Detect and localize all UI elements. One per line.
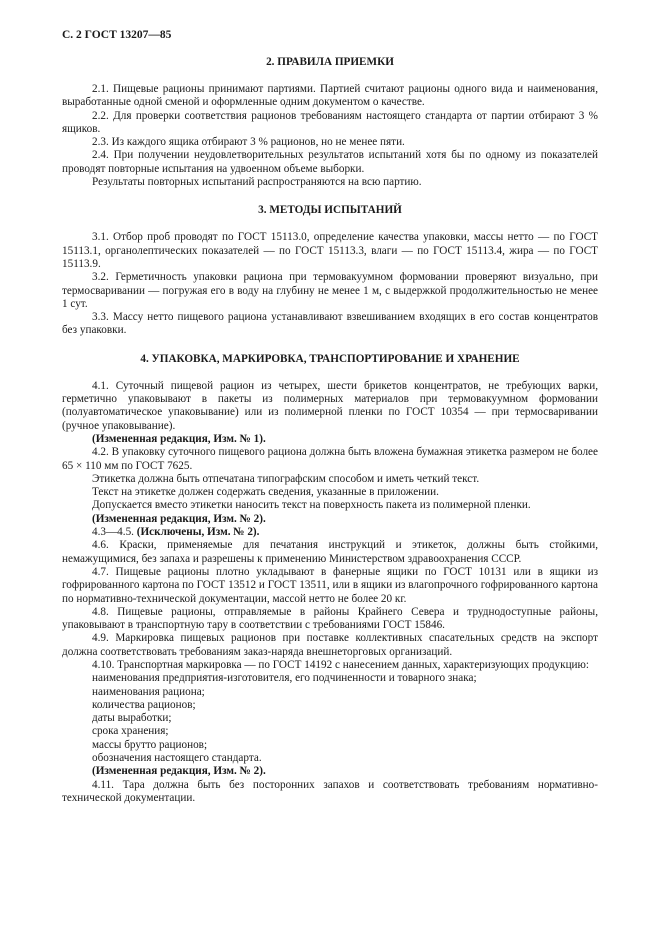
edit-note-1: (Измененная редакция, Изм. № 1). xyxy=(92,432,266,445)
para-3-2: 3.2. Герметичность упаковки рациона при термовакуумном формовании проверяют визуально, при термосваривании — погружая его в воду на глубину не менее 1 м, с выдержкой продолжительностью не менее 1 сут. xyxy=(62,271,598,310)
para-4-2: 4.2. В упаковку суточного пищевого рациона должна быть вложена бумажная этикетка размером не более 65 × 110 мм по ГОСТ 7625. xyxy=(62,446,598,472)
list-item: наименования рациона; xyxy=(92,685,205,698)
page-body xyxy=(62,55,598,805)
section-3-title: 3. МЕТОДЫ ИСПЫТАНИЙ xyxy=(258,204,402,217)
list-item: массы брутто рационов; xyxy=(92,738,208,751)
para-3-3: 3.3. Массу нетто пищевого рациона устанавливают взвешиванием входящих в его состав концентратов без упаковки. xyxy=(62,311,598,337)
list-item: обозначения настоящего стандарта. xyxy=(92,752,262,765)
para-2-2: 2.2. Для проверки соответствия рационов требованиям настоящего стандарта от партии отбирают 3 % ящиков. xyxy=(62,109,598,135)
para-4-1: 4.1. Суточный пищевой рацион из четырех, шести брикетов концентратов, не требующих варки, герметично упаковывают в пакеты из полимерных материалов при термовакуумном формовании (полуавтоматическое упаковывание) или из полимерной пленки по ГОСТ 10354 — при термосваривании (ручное упаковывание). xyxy=(62,379,598,432)
para-4-9: 4.9. Маркировка пищевых рационов при поставке коллективных спасательных средств на экспорт должна соответствовать требованиям заказ-наряда внешнеторговых организаций. xyxy=(62,632,598,658)
para-4-8: 4.8. Пищевые рационы, отправляемые в районы Крайнего Севера и труднодоступные районы, упаковывают в транспортную тару в соответствии с требованиями ГОСТ 15846. xyxy=(62,605,598,632)
para-2-4-results: Результаты повторных испытаний распространяются на всю партию. xyxy=(92,176,422,189)
para-4-11: 4.11. Тара должна быть без посторонних запахов и соответствовать требованиям нормативно-технической документации. xyxy=(62,778,598,804)
list-item: наименования предприятия-изготовителя, его подчиненности и товарного знака; xyxy=(92,672,477,685)
para-4-10: 4.10. Транспортная маркировка — по ГОСТ 14192 с нанесением данных, характеризующих продукцию: xyxy=(92,658,590,671)
section-4-title: 4. УПАКОВКА, МАРКИРОВКА, ТРАНСПОРТИРОВАНИЕ И ХРАНЕНИЕ xyxy=(140,352,520,365)
list-item: срока хранения; xyxy=(92,725,169,738)
para-4-2-text: Текст на этикетке должен содержать сведения, указанные в приложении. xyxy=(92,486,439,499)
para-3-1: 3.1. Отбор проб проводят по ГОСТ 15113.0, определение качества упаковки, массы нетто — по ГОСТ 15113.1, органолептических показателей — по ГОСТ 15113.3, влаги — по ГОСТ 15113.4, жира — по ГОСТ 15113.9. xyxy=(62,231,598,270)
section-2-title: 2. ПРАВИЛА ПРИЕМКИ xyxy=(266,56,394,68)
excluded-note: (Исключены, Изм. № 2). xyxy=(136,526,260,539)
list-item: количества рационов; xyxy=(92,698,196,711)
para-4-2-allowed: Допускается вместо этикетки наносить текст на поверхность пакета из полимерной пленки. xyxy=(92,499,531,512)
para-2-4: 2.4. При получении неудовлетворительных результатов испытаний хотя бы по одному из показателей проводят повторные испытания на удвоенном объеме выборки. xyxy=(62,149,598,175)
edit-note-3: (Измененная редакция, Изм. № 2). xyxy=(92,765,266,778)
para-2-3: 2.3. Из каждого ящика отбирают 3 % рационов, но не менее пяти. xyxy=(92,136,405,149)
edit-note-2: (Измененная редакция, Изм. № 2). xyxy=(92,512,266,525)
page-header: С. 2 ГОСТ 13207—85 xyxy=(62,29,172,41)
para-4-3-4-5 xyxy=(62,526,598,539)
para-4-6: 4.6. Краски, применяемые для печатания инструкций и этикеток, должны быть стойкими, немажущимися, без запаха и разрешены к применению Министерством здравоохранения СССР. xyxy=(62,539,598,565)
para-4-2-print: Этикетка должна быть отпечатана типографским способом и иметь четкий текст. xyxy=(92,472,480,485)
para-2-1: 2.1. Пищевые рационы принимают партиями. Партией считают рационы одного вида и наименования, выработанные одной сменой и оформленные одним документом о качестве. xyxy=(62,83,598,109)
para-4-3-number: 4.3—4.5. xyxy=(92,526,134,539)
para-4-7: 4.7. Пищевые рационы плотно укладывают в фанерные ящики по ГОСТ 10131 или в ящики из гофрированного картона по ГОСТ 13512 и ГОСТ 13511, или в ящики из влагопрочного гофрированного картона по нормативно-технической документации, массой нетто не более 20 кг. xyxy=(62,565,598,605)
list-item: даты выработки; xyxy=(92,712,172,725)
